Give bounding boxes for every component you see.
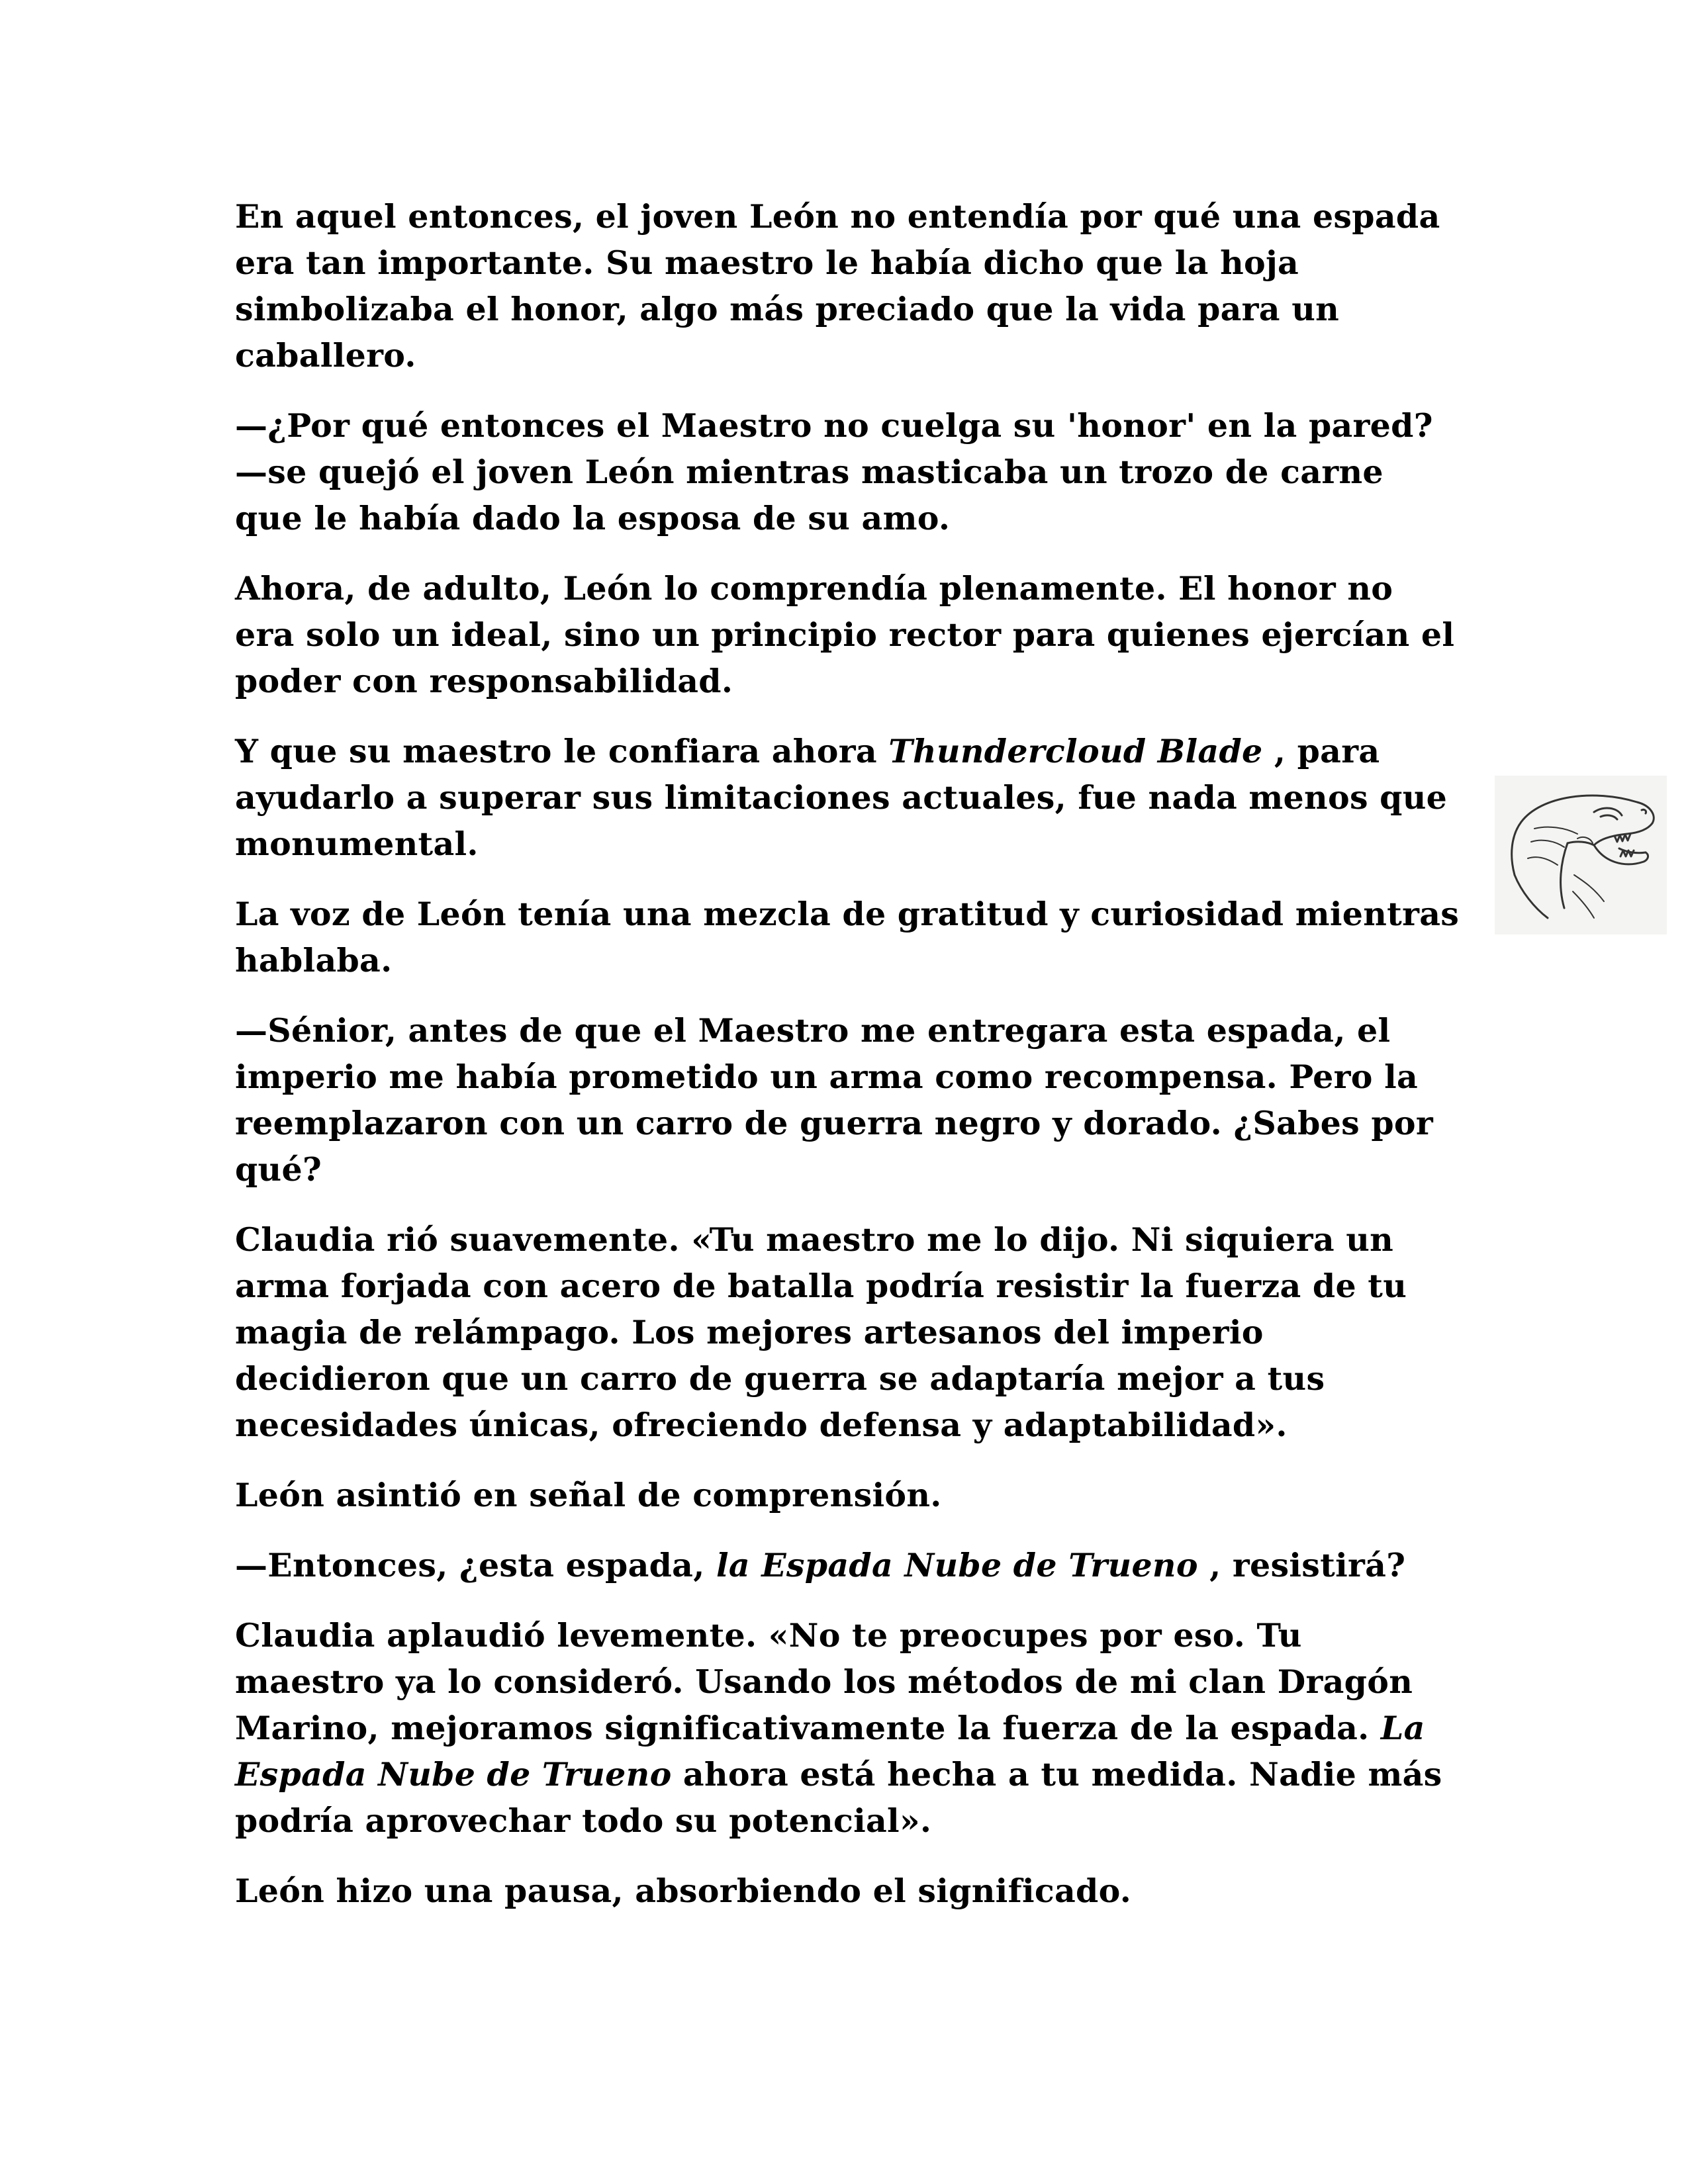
italic-title: La Espada Nube de Trueno	[235, 1709, 1425, 1794]
paragraph-text-after: , para ayudarlo a superar sus limitaciones actuales, fue nada menos que monumental.	[235, 732, 1448, 863]
paragraph-6	[235, 1007, 1460, 1193]
paragraph-5	[235, 891, 1460, 983]
body-text	[235, 193, 1460, 1938]
paragraph-text: Claudia rió suavemente. «Tu maestro me lo dijo. Ni siquiera un arma forjada con acero de batalla podría resistir la fuerza de tu magia de relámpago. Los mejores artesanos del imperio decidieron que un carro de guerra se adaptaría mejor a tus necesidades únicas, ofreciendo defensa y adaptabilidad».	[235, 1220, 1407, 1444]
italic-title: la Espada Nube de Trueno	[716, 1546, 1198, 1584]
paragraph-text: Ahora, de adulto, León lo comprendía plenamente. El honor no era solo un ideal, sino un principio rector para quienes ejercían el poder con responsabilidad.	[235, 569, 1455, 700]
paragraph-9	[235, 1542, 1460, 1588]
paragraph-text-before: —Entonces, ¿esta espada,	[235, 1546, 716, 1584]
paragraph-4	[235, 728, 1460, 867]
dinosaur-head-sketch-icon	[1495, 776, 1667, 934]
paragraph-11	[235, 1868, 1460, 1914]
paragraph-text: En aquel entonces, el joven León no entendía por qué una espada era tan importante. Su maestro le había dicho que la hoja simbolizaba el honor, algo más preciado que la vida para un caballero.	[235, 197, 1440, 375]
paragraph-text: La voz de León tenía una mezcla de gratitud y curiosidad mientras hablaba.	[235, 895, 1460, 979]
paragraph-1	[235, 193, 1460, 379]
paragraph-text-before: Claudia aplaudió levemente. «No te preocupes por eso. Tu maestro ya lo consideró. Usando los métodos de mi clan Dragón Marino, mejoramos significativamente la fuerza de la espada.	[235, 1616, 1413, 1747]
paragraph-8	[235, 1472, 1460, 1518]
paragraph-7	[235, 1216, 1460, 1448]
paragraph-text-before: Y que su maestro le confiara ahora	[235, 732, 889, 770]
paragraph-2	[235, 402, 1460, 541]
paragraph-text-after: ahora está hecha a tu medida. Nadie más podría aprovechar todo su potencial».	[235, 1755, 1442, 1840]
italic-title: Thundercloud Blade	[888, 732, 1263, 770]
paragraph-10	[235, 1612, 1460, 1844]
paragraph-text: —¿Por qué entonces el Maestro no cuelga su 'honor' en la pared? —se quejó el joven León mientras masticaba un trozo de carne que le había dado la esposa de su amo.	[235, 406, 1433, 537]
paragraph-text: —Sénior, antes de que el Maestro me entregara esta espada, el imperio me había prometido un arma como recompensa. Pero la reemplazaron con un carro de guerra negro y dorado. ¿Sabes por qué?	[235, 1011, 1434, 1189]
paragraph-text: León asintió en señal de comprensión.	[235, 1476, 942, 1514]
paragraph-3	[235, 565, 1460, 704]
paragraph-text: León hizo una pausa, absorbiendo el significado.	[235, 1872, 1132, 1910]
paragraph-text-after: , resistirá?	[1197, 1546, 1406, 1584]
dinosaur-sketch-svg	[1495, 776, 1667, 934]
